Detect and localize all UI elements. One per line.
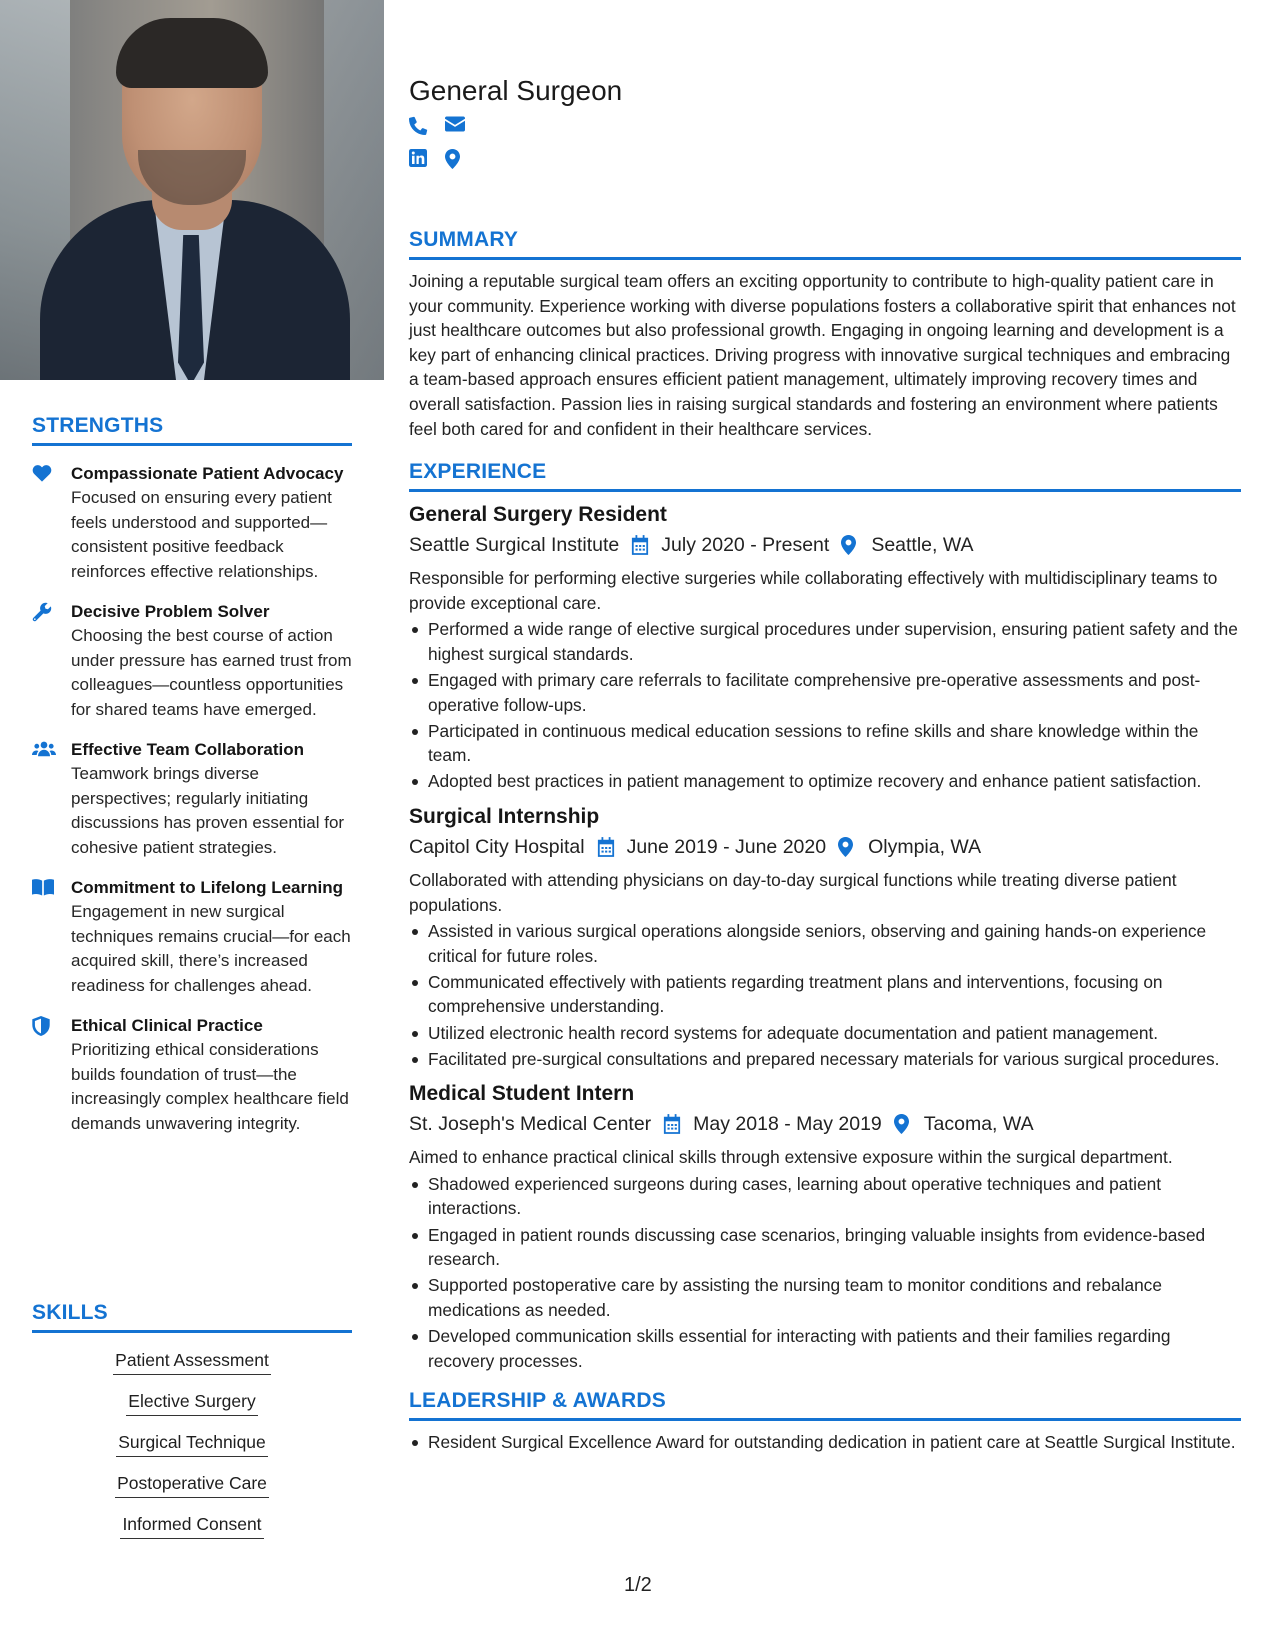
calendar-icon [631,535,651,555]
job-title: Surgical Internship [409,805,600,828]
strengths-section [32,414,352,1136]
strength-item [32,601,352,722]
awards-list [409,1430,1241,1455]
list-item: Supported postoperative care by assisting the nursing team to monitor conditions and rebalance medications as needed. [409,1273,1241,1322]
list-item: Communicated effectively with patients regarding treatment plans and interventions, focusing on comprehensive understanding. [409,970,1241,1019]
list-item: Facilitated pre-surgical consultations and prepared necessary materials for various surgical procedures. [409,1047,1241,1072]
location-icon[interactable] [445,149,465,169]
strength-desc: Prioritizing ethical considerations builds foundation of trust—the increasingly complex healthcare field demands unwavering integrity. [71,1040,349,1133]
job-location: Tacoma, WA [923,1113,1034,1136]
left-column [0,0,384,1650]
summary-text: Joining a reputable surgical team offers an exciting opportunity to contribute to high-quality patient care in your community. Experience working with diverse populations fosters a collaborative spirit that enhances not just healthcare outcomes but also professional growth. Engaging in ongoing learning and development is a key part of enhancing clinical practices. Driving progress with innovative surgical techniques and embracing a team-based approach ensures efficient patient management, ultimately improving recovery times and overall satisfaction. Passion lies in raising surgical standards and fostering an environment where patients feel both cared for and confident in their healthcare services. [409,271,1236,439]
skills-heading: SKILLS [32,1301,108,1324]
list-item: Adopted best practices in patient management to optimize recovery and enhance patient satisfaction. [409,769,1241,794]
strengths-rule [32,443,352,446]
job-company: Seattle Surgical Institute [409,534,620,557]
awards-rule [409,1418,1241,1421]
job-dates: June 2019 - June 2020 [626,836,827,858]
list-item: Resident Surgical Excellence Award for outstanding dedication in patient care at Seattle Surgical Institute. [409,1430,1241,1455]
strength-desc: Choosing the best course of action under pressure has earned trust from colleagues—countless opportunities for shared teams have emerged. [71,626,352,719]
page-number: 1/2 [624,1574,652,1596]
strength-desc: Engagement in new surgical techniques remains crucial—for each acquired skill, there’s increased readiness for challenges ahead. [71,902,351,995]
job-entry [409,804,1241,1071]
skills-rule [32,1330,352,1333]
job-location: Seattle, WA [871,534,974,557]
strength-desc: Focused on ensuring every patient feels understood and supported—consistent positive feedback reinforces effective relationships. [71,488,332,581]
strengths-heading: STRENGTHS [32,414,164,437]
contact-row [409,116,1241,140]
phone-icon[interactable] [409,116,429,136]
strength-title: Compassionate Patient Advocacy [71,464,344,483]
strength-desc: Teamwork brings diverse perspectives; regularly initiating discussions has proven essential for cohesive patient strategies. [71,764,345,857]
job-meta [409,1111,1241,1137]
contact-icons [409,116,1241,173]
skill-item: Informed Consent [32,1513,352,1539]
linkedin-icon[interactable] [409,149,429,169]
skills-section [32,1301,352,1554]
contact-row [409,149,1241,173]
job-dates: May 2018 - May 2019 [693,1113,882,1136]
strength-title: Decisive Problem Solver [71,602,270,621]
list-item: Shadowed experienced surgeons during cases, learning about operative techniques and patient interactions. [409,1172,1241,1221]
job-description: Collaborated with attending physicians on day-to-day surgical functions while treating diverse patient populations. [409,870,1177,915]
job-description: Aimed to enhance practical clinical skills through extensive exposure within the surgical department. [409,1147,1173,1168]
job-title: Medical Student Intern [409,1082,635,1106]
list-item: Participated in continuous medical education sessions to refine skills and share knowledge within the team. [409,719,1241,768]
job-bullets [409,1172,1241,1373]
profile-photo [0,0,384,380]
strength-title: Effective Team Collaboration [71,740,305,759]
strength-title: Commitment to Lifelong Learning [71,878,343,897]
job-entry [409,502,1241,794]
page-title: General Surgeon [409,75,623,106]
calendar-icon [597,837,617,857]
job-dates: July 2020 - Present [661,534,830,557]
strength-item [32,1015,352,1136]
skill-item: Surgical Technique [32,1431,352,1457]
job-title: General Surgery Resident [409,503,667,527]
list-item: Engaged in patient rounds discussing case scenarios, bringing valuable insights from evidence-based research. [409,1223,1241,1272]
list-item: Performed a wide range of elective surgical procedures under supervision, ensuring patient safety and the highest surgical standards. [409,617,1241,666]
experience-heading: EXPERIENCE [409,460,547,484]
skills-list [32,1349,352,1539]
skill-item: Elective Surgery [32,1390,352,1416]
summary-heading: SUMMARY [409,228,519,251]
summary-rule [409,257,1241,260]
shield-icon [32,1016,54,1036]
awards-section [409,1389,1241,1455]
book-icon [32,878,54,898]
heart-icon [32,464,54,484]
awards-heading: LEADERSHIP & AWARDS [409,1389,666,1413]
job-company: St. Joseph's Medical Center [409,1113,652,1136]
job-entry [409,1081,1241,1373]
users-icon [32,740,54,760]
wrench-icon [32,602,54,622]
right-column [409,74,1241,1456]
email-icon[interactable] [445,116,465,136]
job-location: Olympia, WA [868,836,982,858]
job-description: Responsible for performing elective surgeries while collaborating effectively with multidisciplinary teams to provide exceptional care. [409,568,1218,613]
location-icon [841,535,861,555]
strength-item [32,739,352,860]
job-bullets [409,617,1241,794]
skill-item: Postoperative Care [32,1472,352,1498]
job-company: Capitol City Hospital [409,836,585,858]
strength-title: Ethical Clinical Practice [71,1016,263,1035]
strength-item [32,463,352,584]
experience-rule [409,489,1241,492]
job-bullets [409,919,1241,1071]
list-item: Developed communication skills essential for interacting with patients and their families regarding recovery processes. [409,1324,1241,1373]
list-item: Engaged with primary care referrals to facilitate comprehensive pre-operative assessments and post-operative follow-ups. [409,668,1241,717]
list-item: Utilized electronic health record systems for adequate documentation and patient management. [409,1021,1241,1046]
job-meta [409,834,1241,860]
list-item: Assisted in various surgical operations alongside seniors, observing and gaining hands-on experience critical for future roles. [409,919,1241,968]
job-meta [409,532,1241,558]
strength-item [32,877,352,998]
skill-item: Patient Assessment [32,1349,352,1375]
experience-section [409,460,1241,1373]
calendar-icon [663,1114,683,1134]
summary-section [409,228,1241,441]
location-icon [838,837,858,857]
location-icon [894,1114,914,1134]
